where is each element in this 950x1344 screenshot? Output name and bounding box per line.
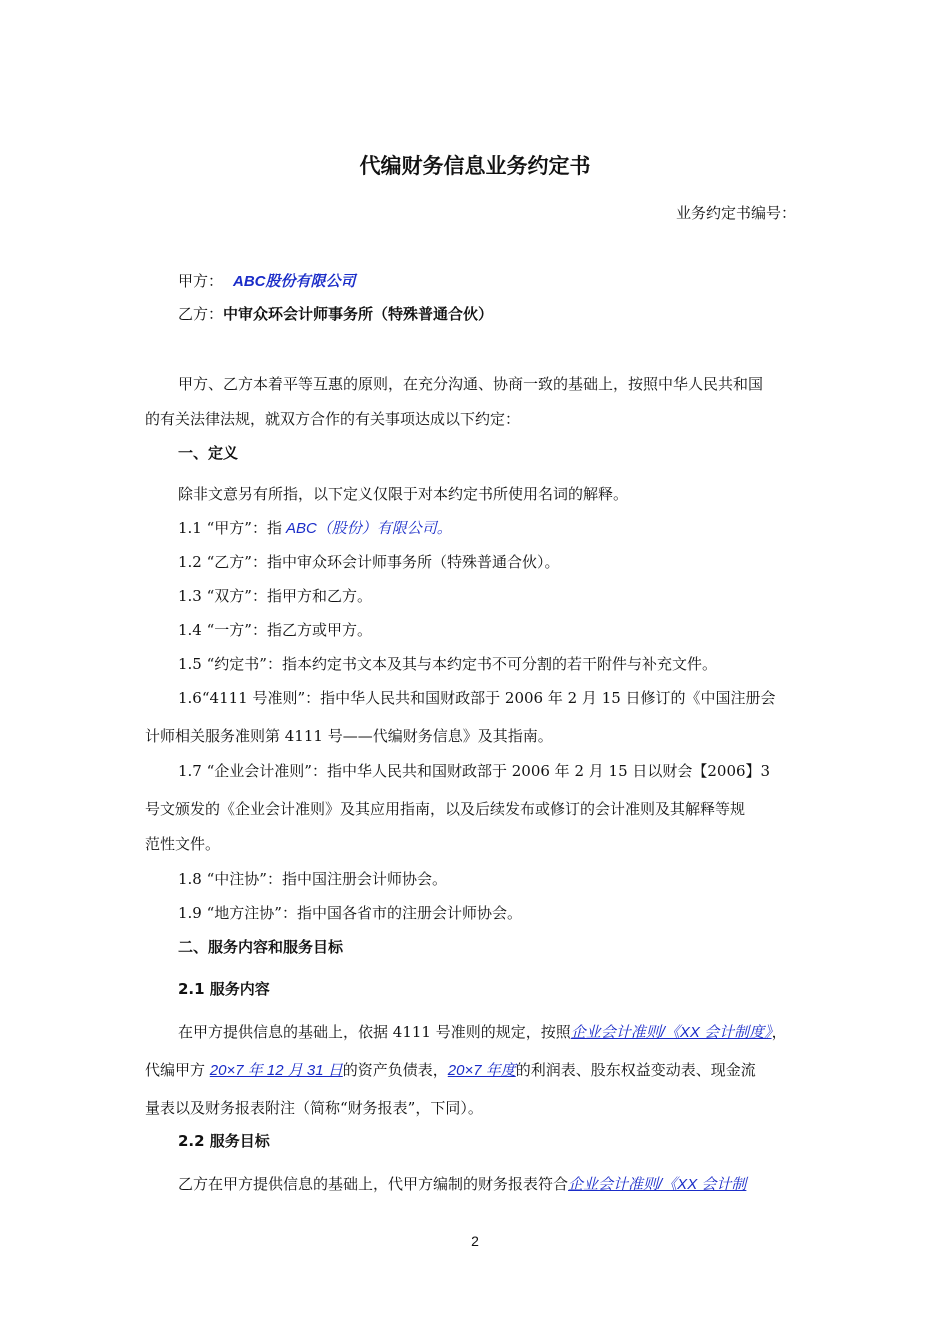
party-a-name: ABC股份有限公司 <box>233 273 356 290</box>
service-goal-line-1 <box>178 1174 746 1195</box>
service-content-line-2-e: 的利润表、股东权益变动表、现金流 <box>515 1061 756 1079</box>
definition-1-1-prefix: 1.1 “甲方”：指 <box>178 519 282 537</box>
service-content-line-2-c: 的资产负债表， <box>342 1061 448 1079</box>
subsection-2-2-heading: 2.2 服务目标 <box>178 1132 270 1150</box>
service-content-standard: 企业会计准则/《XX 会计制度》 <box>570 1024 772 1041</box>
party-b-name: 中审众环会计师事务所（特殊普通合伙） <box>223 305 494 323</box>
section-2-heading: 二、服务内容和服务目标 <box>178 938 344 956</box>
definition-1-8: 1.8 “中注协”：指中国注册会计师协会。 <box>178 870 447 888</box>
party-b-label: 乙方： <box>178 305 224 323</box>
party-a-label: 甲方： <box>178 272 224 290</box>
definition-1-1 <box>178 518 452 539</box>
section-1-heading: 一、定义 <box>178 444 239 462</box>
definition-1-1-value: ABC（股份）有限公司。 <box>285 520 452 537</box>
definition-1-7-line-1: 1.7 “企业会计准则”：指中华人民共和国财政部于 2006 年 2 月 15 日以财会【2006】3 <box>178 762 771 780</box>
service-content-line-2-a: 代编甲方 <box>145 1061 210 1079</box>
subsection-2-1-heading: 2.1 服务内容 <box>178 980 270 998</box>
party-b <box>178 304 493 324</box>
definition-1-5: 1.5 “约定书”：指本约定书文本及其与本约定书不可分割的若干附件与补充文件。 <box>178 655 717 673</box>
contract-number-label: 业务约定书编号： <box>676 204 797 222</box>
definition-1-6-line-1: 1.6“4111 号准则”：指中华人民共和国财政部于 2006 年 2 月 15 日修订的《中国注册会 <box>178 689 776 707</box>
fiscal-year: 20×7 年度 <box>447 1062 516 1079</box>
service-goal-line-1-a: 乙方在甲方提供信息的基础上，代甲方编制的财务报表符合 <box>178 1175 569 1193</box>
intro-line-2: 的有关法律法规，就双方合作的有关事项达成以下约定： <box>145 410 521 428</box>
service-content-line-2 <box>145 1060 756 1081</box>
definition-lead: 除非文意另有所指，以下定义仅限于对本约定书所使用名词的解释。 <box>178 485 629 503</box>
definition-1-6-line-2: 计师相关服务准则第 4111 号——代编财务信息》及其指南。 <box>145 727 553 745</box>
definition-1-3: 1.3 “双方”：指甲方和乙方。 <box>178 587 372 605</box>
service-content-line-1-a: 在甲方提供信息的基础上，依据 4111 号准则的规定，按照 <box>178 1023 571 1041</box>
service-content-line-1 <box>178 1022 787 1043</box>
balance-sheet-date: 20×7 年 12 月 31 日 <box>209 1062 343 1079</box>
service-content-line-1-c: ， <box>771 1023 787 1041</box>
page-number: 2 <box>471 1233 479 1249</box>
definition-1-2: 1.2 “乙方”：指中审众环会计师事务所（特殊普通合伙）。 <box>178 553 560 571</box>
definition-1-4: 1.4 “一方”：指乙方或甲方。 <box>178 621 372 639</box>
intro-line-1: 甲方、乙方本着平等互惠的原则，在充分沟通、协商一致的基础上，按照中华人民共和国 <box>178 375 764 393</box>
service-content-line-3: 量表以及财务报表附注（简称“财务报表”，下同）。 <box>145 1099 483 1117</box>
definition-1-7-line-2: 号文颁发的《企业会计准则》及其应用指南，以及后续发布或修订的会计准则及其解释等规 <box>145 800 746 818</box>
service-goal-standard: 企业会计准则/《XX 会计制 <box>568 1176 747 1193</box>
party-a <box>178 271 356 292</box>
definition-1-9: 1.9 “地方注协”：指中国各省市的注册会计师协会。 <box>178 904 522 922</box>
definition-1-7-line-3: 范性文件。 <box>145 835 221 853</box>
document-title: 代编财务信息业务约定书 <box>359 154 591 178</box>
